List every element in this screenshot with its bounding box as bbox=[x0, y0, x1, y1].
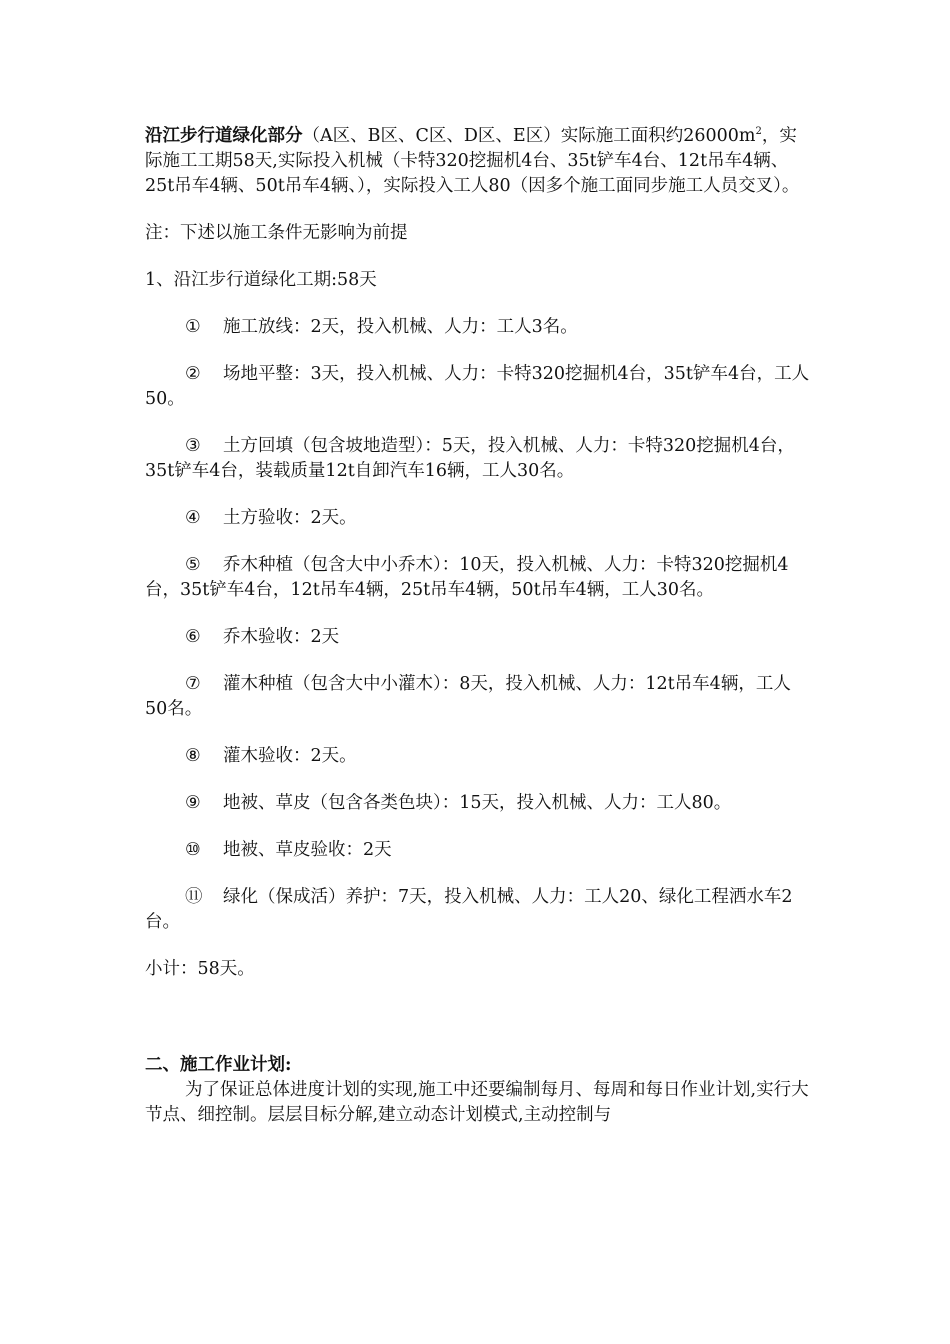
intro-bold-lead: 沿江步行道绿化部分 bbox=[145, 126, 303, 146]
item-marker: ⑩ bbox=[185, 840, 201, 860]
item-marker: ③ bbox=[185, 436, 201, 456]
intro-text-b: ，实际施工工期58天,实际投入机械（卡特320挖掘机4台、35t铲车4台、12t吊车4辆、25t吊车4辆、50t吊车4辆、），实际投入工人80（因多个施工面同步施工人员交叉）。 bbox=[145, 126, 800, 196]
list-item bbox=[145, 362, 810, 412]
item-text: 地被、草皮（包含各类色块）：15天，投入机械、人力：工人80。 bbox=[223, 793, 732, 813]
subtotal: 小计：58天。 bbox=[145, 959, 255, 979]
intro-superscript: 2 bbox=[755, 126, 762, 138]
list-item bbox=[145, 672, 810, 722]
item-marker: ⑪ bbox=[185, 887, 203, 907]
item-marker: ⑧ bbox=[185, 746, 201, 766]
item-text: 灌木验收：2天。 bbox=[223, 746, 357, 766]
item-text: 场地平整：3天，投入机械、人力：卡特320挖掘机4台，35t铲车4台，工人50。 bbox=[145, 364, 810, 409]
item-text: 土方验收：2天。 bbox=[223, 508, 357, 528]
list-item bbox=[145, 315, 810, 340]
list-item bbox=[145, 506, 810, 531]
list-item bbox=[145, 885, 810, 935]
list-item bbox=[145, 625, 810, 650]
item-marker: ⑨ bbox=[185, 793, 201, 813]
item-marker: ⑥ bbox=[185, 627, 201, 647]
item-text: 土方回填（包含坡地造型）：5天，投入机械、人力：卡特320挖掘机4台，35t铲车4台，装载质量12t自卸汽车16辆，工人30名。 bbox=[145, 436, 795, 481]
intro-paragraph bbox=[145, 124, 810, 199]
note-paragraph: 注：下述以施工条件无影响为前提 bbox=[145, 223, 408, 243]
schedule-list bbox=[145, 315, 810, 935]
item-text: 乔木验收：2天 bbox=[223, 627, 340, 647]
list-item bbox=[145, 744, 810, 769]
list-item bbox=[145, 434, 810, 484]
item-text: 绿化（保成活）养护：7天，投入机械、人力：工人20、绿化工程洒水车2台。 bbox=[145, 887, 793, 932]
item-text: 地被、草皮验收：2天 bbox=[223, 840, 392, 860]
list-item bbox=[145, 553, 810, 603]
item-marker: ⑤ bbox=[185, 555, 201, 575]
item-marker: ① bbox=[185, 317, 201, 337]
section1-title: 1、沿江步行道绿化工期:58天 bbox=[145, 270, 377, 290]
item-marker: ⑦ bbox=[185, 674, 201, 694]
section2-body: 为了保证总体进度计划的实现,施工中还要编制每月、每周和每日作业计划,实行大节点、细控制。层层目标分解,建立动态计划模式,主动控制与 bbox=[145, 1080, 809, 1125]
item-text: 乔木种植（包含大中小乔木）：10天，投入机械、人力：卡特320挖掘机4台，35t铲车4台，12t吊车4辆，25t吊车4辆，50t吊车4辆，工人30名。 bbox=[145, 555, 789, 600]
item-marker: ② bbox=[185, 364, 201, 384]
item-text: 灌木种植（包含大中小灌木）：8天，投入机械、人力：12t吊车4辆，工人50名。 bbox=[145, 674, 791, 719]
list-item bbox=[145, 791, 810, 816]
document-page bbox=[145, 124, 810, 1128]
item-text: 施工放线：2天，投入机械、人力：工人3名。 bbox=[223, 317, 578, 337]
section2-title: 二、施工作业计划: bbox=[145, 1055, 292, 1075]
intro-text-a: （A区、B区、C区、D区、E区）实际施工面积约26000m bbox=[302, 126, 756, 146]
list-item bbox=[145, 838, 810, 863]
item-marker: ④ bbox=[185, 508, 201, 528]
